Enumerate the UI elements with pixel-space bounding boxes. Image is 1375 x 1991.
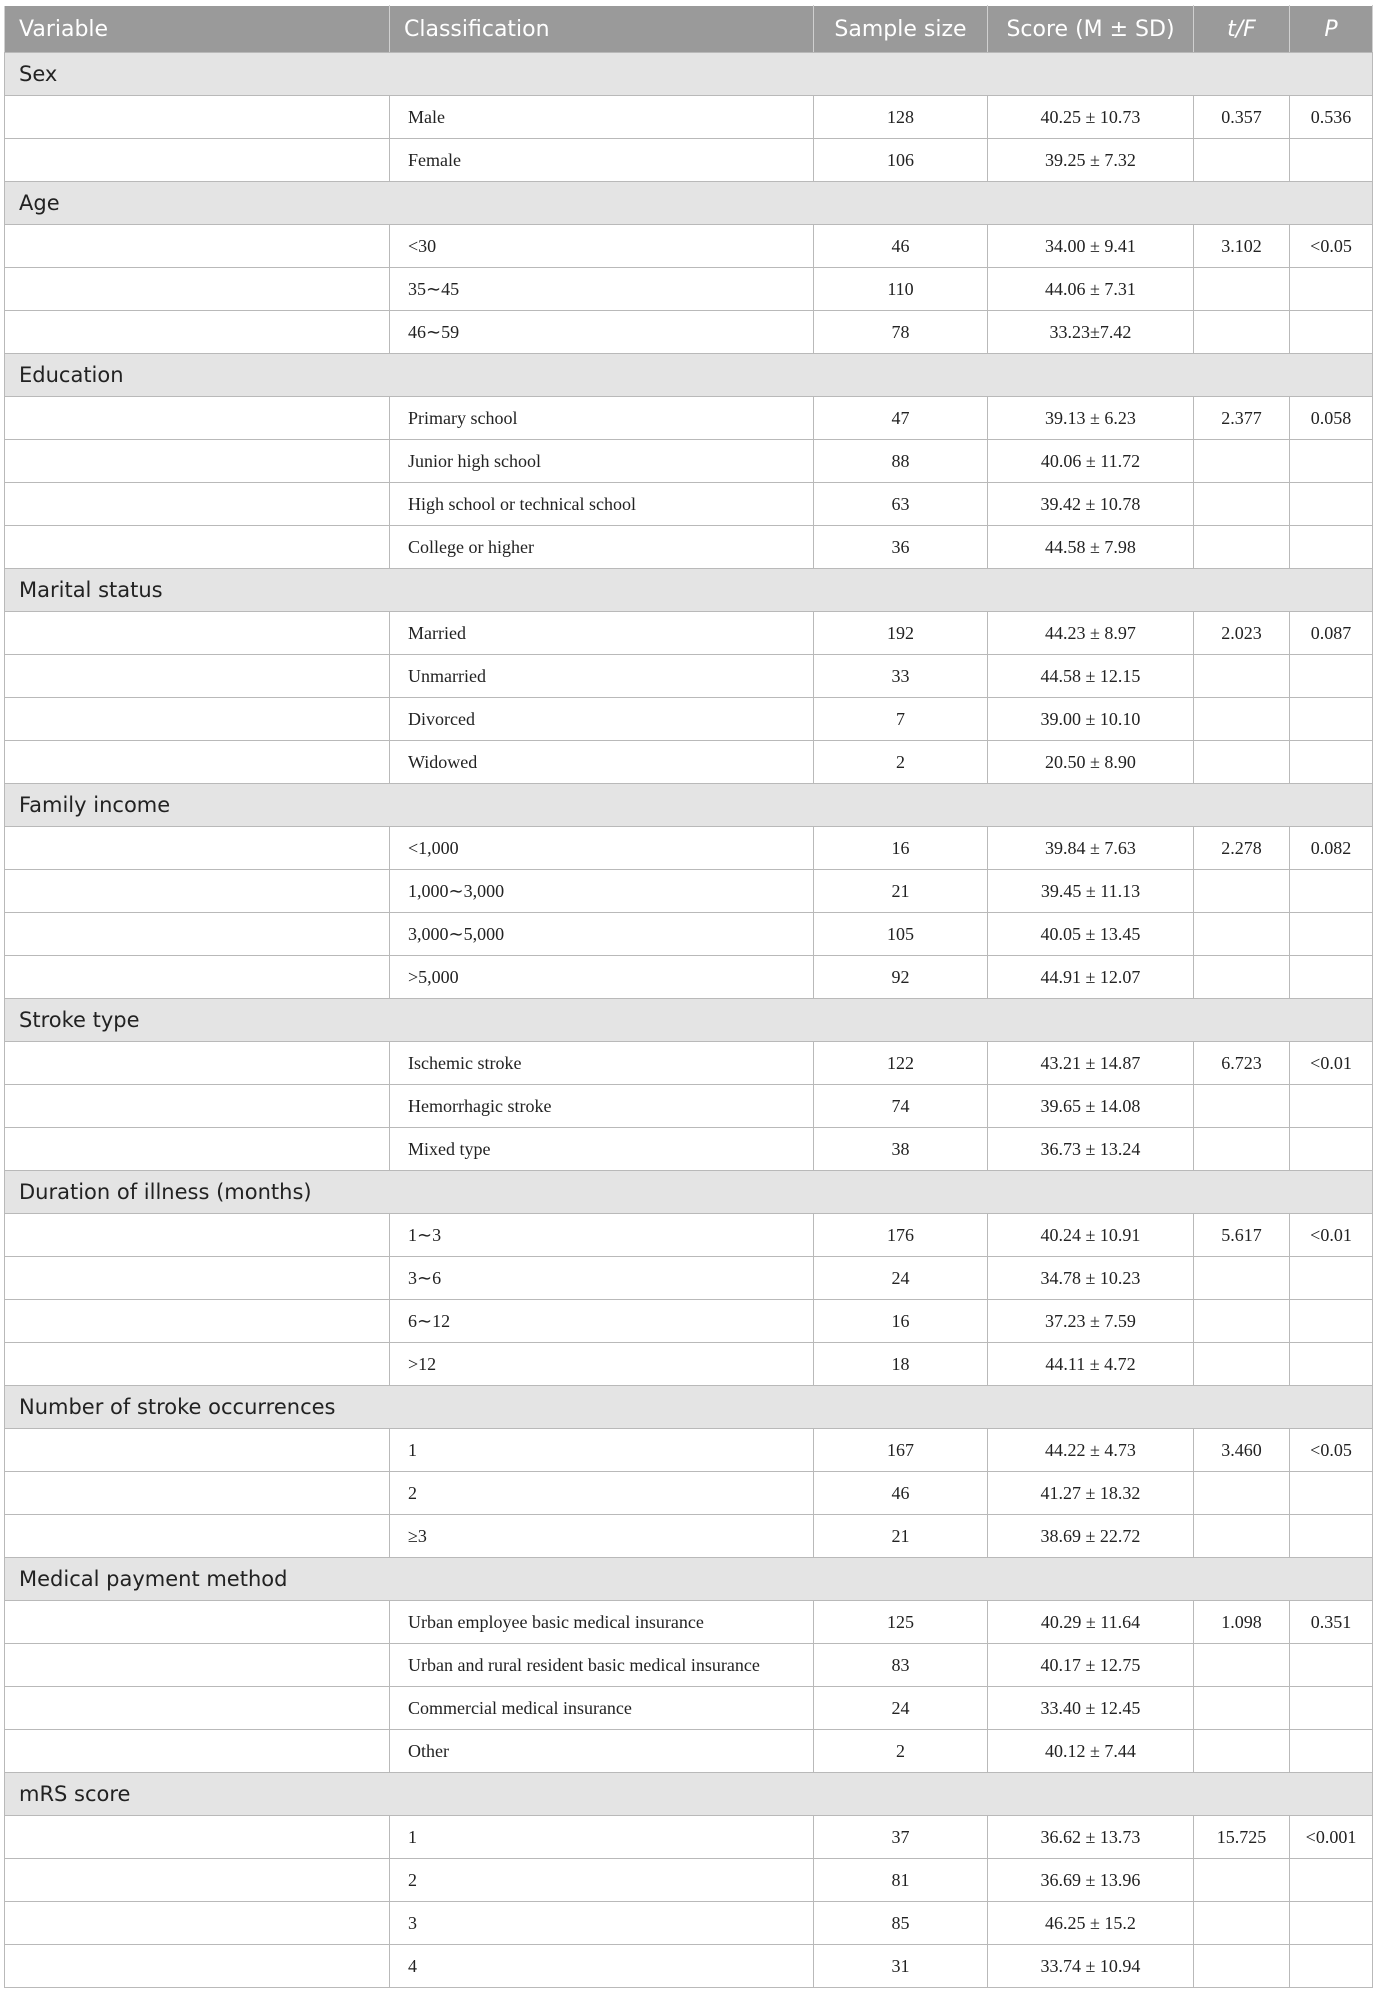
table-row	[5, 483, 1373, 526]
cell-variable	[5, 1816, 390, 1859]
cell-variable	[5, 1644, 390, 1687]
cell-classification: Unmarried	[390, 655, 814, 698]
cell-classification: 6∼12	[390, 1300, 814, 1343]
table-row	[5, 612, 1373, 655]
cell-p: 0.082	[1290, 827, 1373, 870]
cell-p	[1290, 698, 1373, 741]
cell-score: 41.27 ± 18.32	[988, 1472, 1194, 1515]
table-row	[5, 698, 1373, 741]
group-row	[5, 1386, 1373, 1429]
table-row	[5, 741, 1373, 784]
cell-p	[1290, 1300, 1373, 1343]
cell-sample-size: 122	[814, 1042, 988, 1085]
table-row	[5, 397, 1373, 440]
cell-variable	[5, 225, 390, 268]
cell-tf: 6.723	[1194, 1042, 1290, 1085]
cell-score: 36.69 ± 13.96	[988, 1859, 1194, 1902]
cell-classification: Other	[390, 1730, 814, 1773]
table-row	[5, 1859, 1373, 1902]
cell-classification: Primary school	[390, 397, 814, 440]
cell-score: 36.73 ± 13.24	[988, 1128, 1194, 1171]
cell-p: <0.05	[1290, 225, 1373, 268]
group-label: Duration of illness (months)	[5, 1171, 1373, 1214]
cell-variable	[5, 698, 390, 741]
cell-tf	[1194, 1343, 1290, 1386]
cell-sample-size: 21	[814, 870, 988, 913]
cell-p	[1290, 1257, 1373, 1300]
cell-variable	[5, 913, 390, 956]
cell-score: 39.65 ± 14.08	[988, 1085, 1194, 1128]
cell-tf	[1194, 1300, 1290, 1343]
cell-sample-size: 24	[814, 1687, 988, 1730]
cell-score: 39.25 ± 7.32	[988, 139, 1194, 182]
cell-sample-size: 38	[814, 1128, 988, 1171]
cell-score: 44.91 ± 12.07	[988, 956, 1194, 999]
cell-tf: 3.460	[1194, 1429, 1290, 1472]
cell-variable	[5, 483, 390, 526]
cell-classification: Ischemic stroke	[390, 1042, 814, 1085]
header-sample-size: Sample size	[814, 6, 988, 53]
cell-score: 40.25 ± 10.73	[988, 96, 1194, 139]
cell-score: 39.42 ± 10.78	[988, 483, 1194, 526]
cell-p	[1290, 139, 1373, 182]
cell-tf	[1194, 1644, 1290, 1687]
cell-p: <0.01	[1290, 1214, 1373, 1257]
cell-p: 0.351	[1290, 1601, 1373, 1644]
table-row	[5, 913, 1373, 956]
cell-p: 0.058	[1290, 397, 1373, 440]
cell-classification: 2	[390, 1472, 814, 1515]
cell-p	[1290, 913, 1373, 956]
cell-p	[1290, 741, 1373, 784]
group-label: Stroke type	[5, 999, 1373, 1042]
cell-p	[1290, 1859, 1373, 1902]
cell-score: 44.23 ± 8.97	[988, 612, 1194, 655]
table-row	[5, 1644, 1373, 1687]
cell-variable	[5, 1859, 390, 1902]
cell-variable	[5, 1128, 390, 1171]
cell-variable	[5, 1601, 390, 1644]
cell-tf	[1194, 655, 1290, 698]
cell-sample-size: 92	[814, 956, 988, 999]
cell-classification: Mixed type	[390, 1128, 814, 1171]
cell-sample-size: 192	[814, 612, 988, 655]
group-label: Education	[5, 354, 1373, 397]
cell-classification: 35∼45	[390, 268, 814, 311]
cell-variable	[5, 655, 390, 698]
cell-classification: 3	[390, 1902, 814, 1945]
table-row	[5, 827, 1373, 870]
cell-tf	[1194, 1085, 1290, 1128]
cell-variable	[5, 870, 390, 913]
cell-classification: 1∼3	[390, 1214, 814, 1257]
cell-classification: High school or technical school	[390, 483, 814, 526]
cell-classification: 2	[390, 1859, 814, 1902]
cell-tf: 2.377	[1194, 397, 1290, 440]
group-row	[5, 569, 1373, 612]
cell-classification: ≥3	[390, 1515, 814, 1558]
cell-score: 46.25 ± 15.2	[988, 1902, 1194, 1945]
table-row	[5, 655, 1373, 698]
table-row	[5, 1816, 1373, 1859]
cell-tf: 5.617	[1194, 1214, 1290, 1257]
cell-sample-size: 46	[814, 225, 988, 268]
cell-score: 40.05 ± 13.45	[988, 913, 1194, 956]
cell-sample-size: 36	[814, 526, 988, 569]
table-row	[5, 225, 1373, 268]
group-row	[5, 354, 1373, 397]
cell-p: <0.01	[1290, 1042, 1373, 1085]
cell-p	[1290, 1515, 1373, 1558]
cell-variable	[5, 440, 390, 483]
cell-variable	[5, 1945, 390, 1988]
cell-sample-size: 33	[814, 655, 988, 698]
cell-tf	[1194, 483, 1290, 526]
cell-sample-size: 85	[814, 1902, 988, 1945]
cell-p	[1290, 1085, 1373, 1128]
cell-p	[1290, 655, 1373, 698]
cell-sample-size: 74	[814, 1085, 988, 1128]
table-row	[5, 311, 1373, 354]
cell-tf	[1194, 1730, 1290, 1773]
cell-score: 40.06 ± 11.72	[988, 440, 1194, 483]
cell-sample-size: 21	[814, 1515, 988, 1558]
cell-variable	[5, 139, 390, 182]
cell-tf: 0.357	[1194, 96, 1290, 139]
cell-p	[1290, 311, 1373, 354]
cell-score: 38.69 ± 22.72	[988, 1515, 1194, 1558]
cell-variable	[5, 1515, 390, 1558]
cell-p	[1290, 1945, 1373, 1988]
cell-p: <0.05	[1290, 1429, 1373, 1472]
cell-variable	[5, 1042, 390, 1085]
cell-variable	[5, 1472, 390, 1515]
cell-p	[1290, 956, 1373, 999]
cell-variable	[5, 526, 390, 569]
cell-sample-size: 167	[814, 1429, 988, 1472]
cell-p	[1290, 1472, 1373, 1515]
cell-variable	[5, 397, 390, 440]
cell-p	[1290, 483, 1373, 526]
group-row	[5, 1773, 1373, 1816]
header-variable: Variable	[5, 6, 390, 53]
group-row	[5, 1171, 1373, 1214]
group-label: Family income	[5, 784, 1373, 827]
cell-classification: 1	[390, 1816, 814, 1859]
cell-p	[1290, 870, 1373, 913]
cell-variable	[5, 1343, 390, 1386]
cell-classification: Commercial medical insurance	[390, 1687, 814, 1730]
group-label: Medical payment method	[5, 1558, 1373, 1601]
cell-sample-size: 46	[814, 1472, 988, 1515]
cell-sample-size: 78	[814, 311, 988, 354]
cell-classification: 4	[390, 1945, 814, 1988]
cell-variable	[5, 827, 390, 870]
cell-tf	[1194, 1902, 1290, 1945]
cell-variable	[5, 1214, 390, 1257]
cell-classification: 3∼6	[390, 1257, 814, 1300]
cell-score: 44.06 ± 7.31	[988, 268, 1194, 311]
cell-score: 33.23±7.42	[988, 311, 1194, 354]
cell-sample-size: 18	[814, 1343, 988, 1386]
table-row	[5, 870, 1373, 913]
cell-tf	[1194, 698, 1290, 741]
cell-sample-size: 88	[814, 440, 988, 483]
cell-variable	[5, 96, 390, 139]
cell-classification: >5,000	[390, 956, 814, 999]
cell-tf	[1194, 1687, 1290, 1730]
cell-score: 33.74 ± 10.94	[988, 1945, 1194, 1988]
header-score: Score (M ± SD)	[988, 6, 1194, 53]
cell-classification: <30	[390, 225, 814, 268]
table-row	[5, 1042, 1373, 1085]
data-table	[4, 5, 1373, 1988]
cell-classification: Female	[390, 139, 814, 182]
cell-tf	[1194, 1515, 1290, 1558]
cell-sample-size: 105	[814, 913, 988, 956]
cell-score: 40.29 ± 11.64	[988, 1601, 1194, 1644]
group-label: Age	[5, 182, 1373, 225]
cell-sample-size: 16	[814, 827, 988, 870]
cell-classification: Widowed	[390, 741, 814, 784]
cell-sample-size: 16	[814, 1300, 988, 1343]
cell-score: 34.78 ± 10.23	[988, 1257, 1194, 1300]
cell-score: 40.12 ± 7.44	[988, 1730, 1194, 1773]
cell-tf	[1194, 956, 1290, 999]
cell-score: 36.62 ± 13.73	[988, 1816, 1194, 1859]
cell-variable	[5, 1730, 390, 1773]
header-tf: t/F	[1194, 6, 1290, 53]
header-p: P	[1290, 6, 1373, 53]
table-row	[5, 1515, 1373, 1558]
cell-tf	[1194, 311, 1290, 354]
cell-p	[1290, 526, 1373, 569]
table-row	[5, 1214, 1373, 1257]
cell-score: 20.50 ± 8.90	[988, 741, 1194, 784]
group-row	[5, 999, 1373, 1042]
cell-tf	[1194, 1257, 1290, 1300]
cell-score: 40.17 ± 12.75	[988, 1644, 1194, 1687]
table-row	[5, 526, 1373, 569]
cell-tf: 15.725	[1194, 1816, 1290, 1859]
cell-tf: 3.102	[1194, 225, 1290, 268]
table-row	[5, 440, 1373, 483]
group-label: mRS score	[5, 1773, 1373, 1816]
cell-sample-size: 63	[814, 483, 988, 526]
cell-sample-size: 7	[814, 698, 988, 741]
cell-score: 33.40 ± 12.45	[988, 1687, 1194, 1730]
cell-tf: 2.278	[1194, 827, 1290, 870]
group-label: Marital status	[5, 569, 1373, 612]
cell-p	[1290, 1902, 1373, 1945]
cell-variable	[5, 1687, 390, 1730]
cell-sample-size: 47	[814, 397, 988, 440]
cell-p	[1290, 1343, 1373, 1386]
cell-variable	[5, 1085, 390, 1128]
table-header	[5, 6, 1373, 53]
table-row	[5, 1472, 1373, 1515]
table-row	[5, 1429, 1373, 1472]
table-row	[5, 1902, 1373, 1945]
table-row	[5, 268, 1373, 311]
cell-sample-size: 176	[814, 1214, 988, 1257]
cell-variable	[5, 612, 390, 655]
cell-classification: >12	[390, 1343, 814, 1386]
cell-tf	[1194, 1472, 1290, 1515]
cell-score: 39.00 ± 10.10	[988, 698, 1194, 741]
table-row	[5, 1730, 1373, 1773]
table-row	[5, 1945, 1373, 1988]
cell-variable	[5, 1902, 390, 1945]
cell-tf: 2.023	[1194, 612, 1290, 655]
table-row	[5, 1085, 1373, 1128]
cell-tf: 1.098	[1194, 1601, 1290, 1644]
cell-sample-size: 2	[814, 741, 988, 784]
cell-p: 0.087	[1290, 612, 1373, 655]
cell-score: 39.84 ± 7.63	[988, 827, 1194, 870]
cell-p	[1290, 1644, 1373, 1687]
cell-score: 44.11 ± 4.72	[988, 1343, 1194, 1386]
cell-sample-size: 2	[814, 1730, 988, 1773]
cell-p	[1290, 1687, 1373, 1730]
cell-p	[1290, 1730, 1373, 1773]
cell-classification: Divorced	[390, 698, 814, 741]
cell-score: 34.00 ± 9.41	[988, 225, 1194, 268]
cell-score: 44.58 ± 12.15	[988, 655, 1194, 698]
cell-classification: <1,000	[390, 827, 814, 870]
cell-p: 0.536	[1290, 96, 1373, 139]
cell-sample-size: 128	[814, 96, 988, 139]
group-row	[5, 53, 1373, 96]
cell-tf	[1194, 1945, 1290, 1988]
cell-classification: 3,000∼5,000	[390, 913, 814, 956]
cell-sample-size: 81	[814, 1859, 988, 1902]
table-row	[5, 1300, 1373, 1343]
table-row	[5, 956, 1373, 999]
cell-sample-size: 110	[814, 268, 988, 311]
cell-score: 39.45 ± 11.13	[988, 870, 1194, 913]
cell-classification: College or higher	[390, 526, 814, 569]
table-row	[5, 1128, 1373, 1171]
cell-variable	[5, 956, 390, 999]
cell-sample-size: 37	[814, 1816, 988, 1859]
cell-tf	[1194, 1859, 1290, 1902]
group-row	[5, 1558, 1373, 1601]
cell-sample-size: 106	[814, 139, 988, 182]
table-row	[5, 139, 1373, 182]
cell-variable	[5, 1300, 390, 1343]
cell-sample-size: 31	[814, 1945, 988, 1988]
cell-variable	[5, 1257, 390, 1300]
cell-classification: Male	[390, 96, 814, 139]
cell-p: <0.001	[1290, 1816, 1373, 1859]
cell-tf	[1194, 1128, 1290, 1171]
cell-classification: Urban and rural resident basic medical insurance	[390, 1644, 814, 1687]
cell-score: 40.24 ± 10.91	[988, 1214, 1194, 1257]
table-row	[5, 1687, 1373, 1730]
cell-classification: Urban employee basic medical insurance	[390, 1601, 814, 1644]
table-row	[5, 96, 1373, 139]
group-row	[5, 182, 1373, 225]
cell-classification: Hemorrhagic stroke	[390, 1085, 814, 1128]
cell-variable	[5, 1429, 390, 1472]
group-row	[5, 784, 1373, 827]
cell-score: 44.58 ± 7.98	[988, 526, 1194, 569]
table-body	[5, 53, 1373, 1988]
cell-tf	[1194, 741, 1290, 784]
header-classification: Classification	[390, 6, 814, 53]
cell-sample-size: 83	[814, 1644, 988, 1687]
cell-p	[1290, 268, 1373, 311]
cell-tf	[1194, 440, 1290, 483]
cell-variable	[5, 311, 390, 354]
cell-tf	[1194, 870, 1290, 913]
cell-tf	[1194, 526, 1290, 569]
cell-score: 39.13 ± 6.23	[988, 397, 1194, 440]
cell-sample-size: 125	[814, 1601, 988, 1644]
cell-score: 43.21 ± 14.87	[988, 1042, 1194, 1085]
cell-classification: 1,000∼3,000	[390, 870, 814, 913]
cell-p	[1290, 1128, 1373, 1171]
cell-classification: Married	[390, 612, 814, 655]
cell-tf	[1194, 913, 1290, 956]
cell-tf	[1194, 139, 1290, 182]
cell-classification: 1	[390, 1429, 814, 1472]
table-row	[5, 1601, 1373, 1644]
cell-score: 44.22 ± 4.73	[988, 1429, 1194, 1472]
group-label: Sex	[5, 53, 1373, 96]
cell-sample-size: 24	[814, 1257, 988, 1300]
group-label: Number of stroke occurrences	[5, 1386, 1373, 1429]
cell-score: 37.23 ± 7.59	[988, 1300, 1194, 1343]
cell-classification: 46∼59	[390, 311, 814, 354]
cell-variable	[5, 268, 390, 311]
table-row	[5, 1257, 1373, 1300]
cell-classification: Junior high school	[390, 440, 814, 483]
table-row	[5, 1343, 1373, 1386]
cell-variable	[5, 741, 390, 784]
cell-tf	[1194, 268, 1290, 311]
cell-p	[1290, 440, 1373, 483]
